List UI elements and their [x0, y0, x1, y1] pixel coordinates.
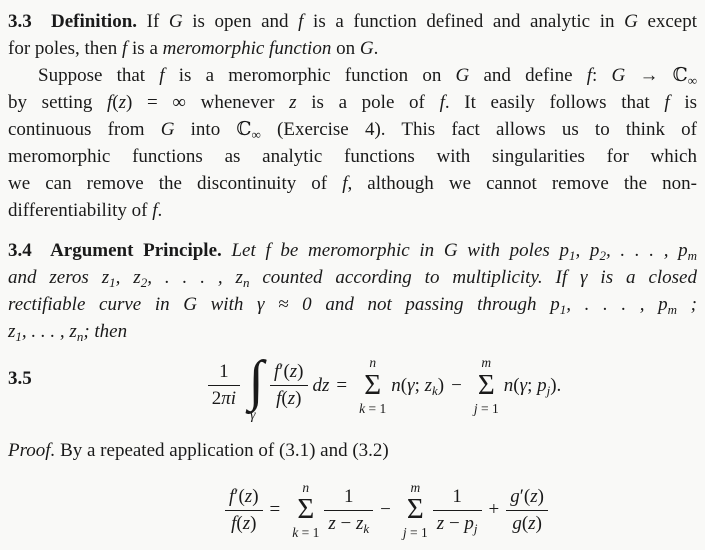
fraction-numerator: f′(z): [274, 361, 304, 383]
sum-over-zeros: [359, 356, 386, 415]
equals-sign: =: [269, 499, 281, 520]
sum-lower-limit: k = 1: [359, 400, 387, 416]
argument-principle-line-1: 3.4 Argument Principle. Let f be meromorphic in G with poles $p_1$, $p_2$, . . . , $p_m$: [8, 240, 698, 263]
sigma-symbol: Σ: [297, 493, 315, 525]
paragraph-suppose-line-3: continuous from G into ℂ$_\infty$ (Exercise 4). This fact allows us to think of: [8, 119, 697, 142]
fraction-one-over-z-minus-zk: [324, 486, 373, 535]
sum-upper-limit: n: [302, 479, 310, 495]
equation-3-5-body: [208, 350, 562, 422]
fraction-f-prime-over-f: [225, 486, 263, 535]
fraction-numerator: f′(z): [229, 485, 259, 507]
sum-lower-limit: k = 1: [292, 525, 320, 540]
argument-principle-line-3: rectifiable curve in G with γ ≈ 0 and not passing through $p_1$, . . . , $p_m$ ;: [8, 294, 698, 317]
sum-over-poles: [403, 481, 428, 540]
dz-differential: dz: [312, 374, 330, 396]
sum-upper-limit: n: [369, 355, 377, 370]
fraction-denominator: $z - z_k$: [324, 510, 373, 535]
paragraph-suppose-line-5: we can remove the discontinuity of f, although we cannot remove the non-: [8, 173, 697, 194]
fraction-one-over-z-minus-pj: [433, 486, 482, 535]
equation-3-5-label: 3.5: [8, 368, 32, 389]
definition-3-3-line-1: 3.3 Definition. If G is open and f is a function defined and analytic in G except: [8, 11, 698, 32]
minus-sign: −: [451, 374, 462, 396]
paragraph-suppose-line-4: meromorphic functions as analytic functions with singularities for which: [8, 146, 697, 167]
argument-principle-block: [8, 237, 697, 345]
sigma-symbol: Σ: [364, 368, 382, 401]
sum-upper-limit: m: [481, 355, 492, 370]
fraction-denominator: f(z): [225, 510, 263, 535]
paragraph-suppose-line-1: Suppose that f is a meromorphic function on G and define f: G → ℂ$_\infty$: [38, 65, 698, 88]
fraction-numerator: 1: [452, 485, 462, 507]
fraction-denominator: g(z): [506, 510, 548, 535]
sum-over-poles: [474, 356, 499, 415]
fraction-numerator: 1: [344, 485, 354, 507]
fraction-numerator: g′(z): [510, 485, 544, 507]
fraction-one-over-2pi-i: [208, 361, 240, 410]
sum-upper-limit: m: [410, 479, 421, 495]
plus-sign: +: [488, 499, 500, 520]
integral-sign: ∫: [248, 349, 264, 412]
winding-number-poles-term: n(γ; $p_j$).: [503, 374, 562, 398]
sum-over-zeros: [292, 481, 319, 540]
sigma-symbol: Σ: [477, 368, 495, 401]
fraction-denominator: f(z): [270, 385, 308, 410]
paragraph-suppose-line-6: differentiability of f.: [8, 200, 163, 221]
definition-3-3-line-2: for poles, then f is a meromorphic function on G.: [8, 38, 379, 59]
sum-lower-limit: j = 1: [473, 400, 499, 416]
equals-sign: =: [336, 374, 348, 396]
equation-3-5: [8, 346, 697, 425]
argument-principle-line-4: $z_1$, . . . , $z_n$; then: [8, 321, 128, 344]
integral-gamma-subscript: γ: [250, 407, 256, 423]
fraction-f-prime-over-f: [270, 361, 308, 410]
fraction-numerator: 1: [219, 361, 229, 383]
fraction-denominator: 2πi: [208, 385, 240, 410]
fraction-denominator: $z - p_j$: [433, 510, 482, 535]
proof-intro-line: Proof. By a repeated application of (3.1) and (3.2): [8, 440, 389, 461]
sigma-symbol: Σ: [406, 493, 424, 525]
winding-number-zeros-term: n(γ; $z_k$): [391, 374, 445, 398]
argument-principle-line-2: and zeros $z_1$, $z_2$, . . . , $z_n$ counted according to multiplicity. If γ is a closed: [8, 267, 697, 290]
sum-lower-limit: j = 1: [402, 525, 428, 540]
minus-sign: −: [380, 499, 391, 520]
paragraph-suppose-line-2: by setting f(z) = ∞ whenever z is a pole of f. It easily follows that f is: [8, 92, 697, 113]
proof-equation-body: [225, 481, 548, 540]
contour-integral: [243, 349, 269, 423]
proof-equation: [8, 470, 697, 550]
fraction-g-prime-over-g: [506, 486, 548, 535]
